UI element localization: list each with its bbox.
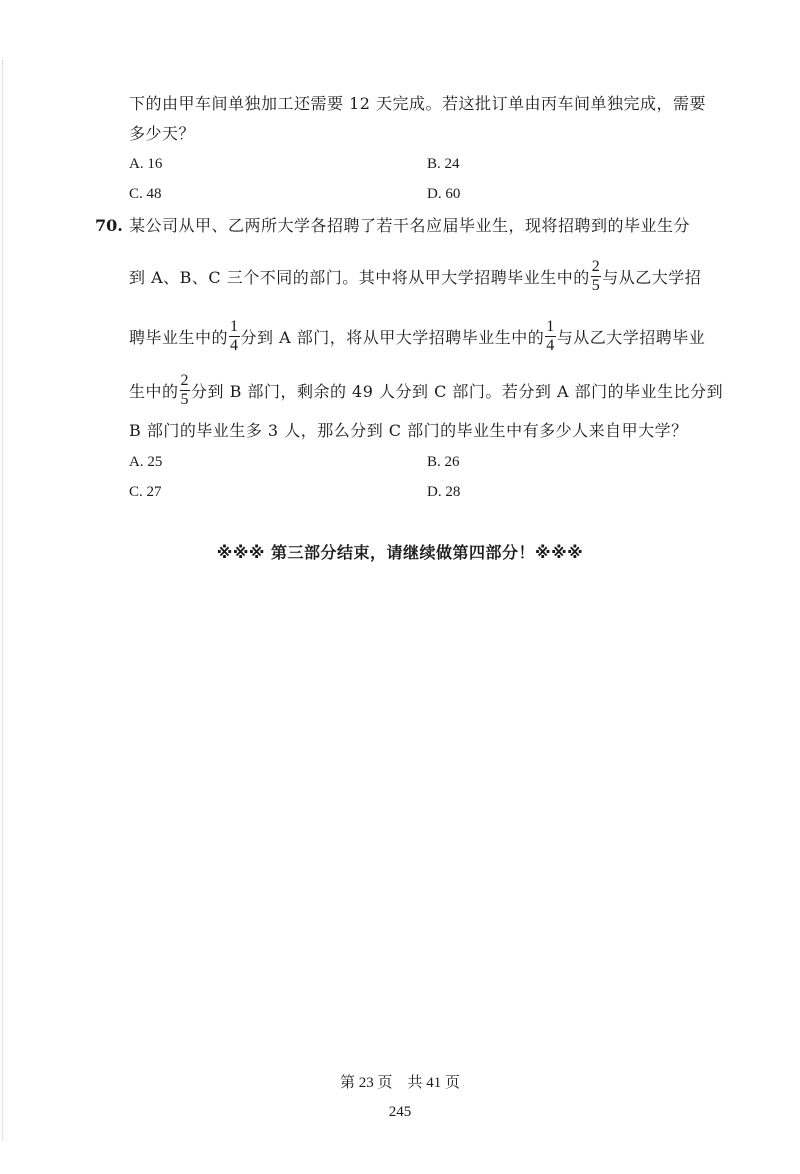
q70-line-4-text-b: 分到 B 部门，剩余的 49 人分到 C 部门。若分到 A 部门的毕业生比分到 xyxy=(191,382,724,401)
section-end-note: ※※※ 第三部分结束，请继续做第四部分！※※※ xyxy=(216,543,584,562)
prev-question-line-2: 多少天？ xyxy=(129,124,196,143)
q70-line-2 xyxy=(129,260,701,297)
q70-option-a: A. 25 xyxy=(129,454,163,470)
q70-line-1: 某公司从甲、乙两所大学各招聘了若干名应届毕业生，现将招聘到的毕业生分 xyxy=(129,216,691,235)
fraction-numerator: 2 xyxy=(180,372,190,389)
q70-option-d: D. 28 xyxy=(427,484,461,500)
prev-option-c: C. 48 xyxy=(129,186,162,202)
fraction-one-quarter-b xyxy=(545,318,556,355)
q70-line-3-text-a: 聘毕业生中的 xyxy=(129,328,229,347)
fraction-one-quarter-a xyxy=(229,318,240,355)
q70-line-3-text-b: 分到 A 部门，将从甲大学招聘毕业生中的 xyxy=(240,328,545,347)
fraction-numerator: 1 xyxy=(230,318,239,335)
q70-option-b: B. 26 xyxy=(427,454,460,470)
fraction-numerator: 1 xyxy=(546,318,555,335)
q70-line-5: B 部门的毕业生多 3 人，那么分到 C 部门的毕业生中有多少人来自甲大学？ xyxy=(129,421,688,440)
scan-edge-artifact xyxy=(2,60,6,1140)
prev-question-line-1: 下的由甲车间单独加工还需要 12 天完成。若这批订单由丙车间单独完成，需要 xyxy=(129,94,707,113)
q70-line-2-text-b: 与从乙大学招 xyxy=(602,268,702,287)
fraction-two-fifths-b xyxy=(180,372,191,409)
fraction-denominator: 5 xyxy=(180,391,190,408)
prev-option-b: B. 24 xyxy=(427,156,460,172)
fraction-numerator: 2 xyxy=(591,258,601,275)
page-number: 245 xyxy=(388,1104,412,1120)
q70-line-3-text-c: 与从乙大学招聘毕业 xyxy=(556,328,706,347)
q70-line-4-text-a: 生中的 xyxy=(129,382,179,401)
q70-line-2-text-a: 到 A、B、C 三个不同的部门。其中将从甲大学招聘毕业生中的 xyxy=(129,268,590,287)
fraction-denominator: 5 xyxy=(591,277,601,294)
q70-line-4 xyxy=(129,374,723,411)
fraction-denominator: 4 xyxy=(546,337,555,354)
q70-option-c: C. 27 xyxy=(129,484,162,500)
prev-option-d: D. 60 xyxy=(427,186,461,202)
question-number: 70. xyxy=(95,216,123,235)
page-info: 第 23 页 共 41 页 xyxy=(339,1075,460,1091)
fraction-denominator: 4 xyxy=(230,337,239,354)
fraction-two-fifths xyxy=(591,258,602,295)
q70-line-3 xyxy=(129,320,705,357)
prev-option-a: A. 16 xyxy=(129,156,163,172)
